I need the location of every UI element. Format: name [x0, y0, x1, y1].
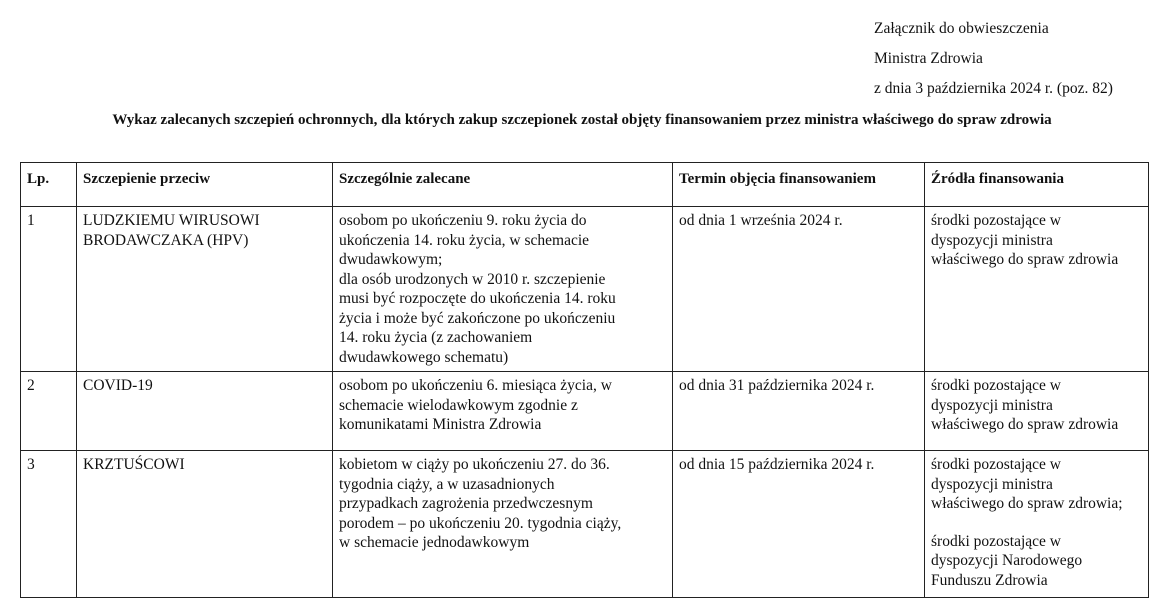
cell-lp: 1	[21, 207, 77, 372]
cell-lp: 3	[21, 451, 77, 598]
funding-source-secondary: środki pozostające w dyspozycji Narodowego Funduszu Zdrowia	[931, 532, 1083, 589]
table-row	[21, 451, 1149, 598]
annex-header	[874, 14, 1113, 104]
header-lp: Lp.	[21, 163, 77, 207]
cell-vaccine: COVID-19	[77, 372, 333, 451]
funding-source: środki pozostające w dyspozycji ministra właściwego do spraw zdrowia;	[931, 456, 1123, 512]
annex-line-3: z dnia 3 października 2024 r. (poz. 82)	[874, 80, 1113, 97]
cell-funding	[925, 372, 1149, 451]
table-header-row	[21, 163, 1149, 207]
header-term: Termin objęcia finansowaniem	[673, 163, 925, 207]
annex-line-2: Ministra Zdrowia	[874, 50, 983, 67]
header-funding: Źródła finansowania	[925, 163, 1149, 207]
cell-term: od dnia 31 października 2024 r.	[673, 372, 925, 451]
table-row	[21, 207, 1149, 372]
cell-recommended: osobom po ukończeniu 9. roku życia do ukończenia 14. roku życia, w schemacie dwudawkowym; dla osób urodzonych w 2010 r. szczepienie musi być rozpoczęte do ukończenia 14. roku życia i może być zakończone po ukończeniu 14. roku życia (z zachowaniem dwudawkowego schematu)	[333, 207, 673, 372]
cell-lp: 2	[21, 372, 77, 451]
cell-recommended: osobom po ukończeniu 6. miesiąca życia, w schemacie wielodawkowym zgodnie z komunikatami Ministra Zdrowia	[333, 372, 673, 451]
table-row	[21, 372, 1149, 451]
cell-term: od dnia 15 października 2024 r.	[673, 451, 925, 598]
funding-source: środki pozostające w dyspozycji ministra właściwego do spraw zdrowia	[931, 212, 1119, 268]
funding-source: środki pozostające w dyspozycji ministra właściwego do spraw zdrowia	[931, 377, 1119, 433]
cell-funding	[925, 451, 1149, 598]
cell-recommended: kobietom w ciąży po ukończeniu 27. do 36. tygodnia ciąży, a w uzasadnionych przypadkach zagrożenia przedwczesnym porodem – po ukończeniu 20. tygodnia ciąży, w schemacie jednodawkowym	[333, 451, 673, 598]
cell-term: od dnia 1 września 2024 r.	[673, 207, 925, 372]
vaccination-table	[20, 162, 1149, 598]
document-title: Wykaz zalecanych szczepień ochronnych, dla których zakup szczepionek został objęty finansowaniem przez ministra właściwego do spraw zdrowia	[112, 112, 1052, 128]
funding-spacer	[931, 514, 1142, 532]
cell-funding	[925, 207, 1149, 372]
annex-line-1: Załącznik do obwieszczenia	[874, 20, 1049, 37]
cell-vaccine: LUDZKIEMU WIRUSOWI BRODAWCZAKA (HPV)	[77, 207, 333, 372]
cell-vaccine: KRZTUŚCOWI	[77, 451, 333, 598]
header-recommended: Szczególnie zalecane	[333, 163, 673, 207]
header-vaccine: Szczepienie przeciw	[77, 163, 333, 207]
